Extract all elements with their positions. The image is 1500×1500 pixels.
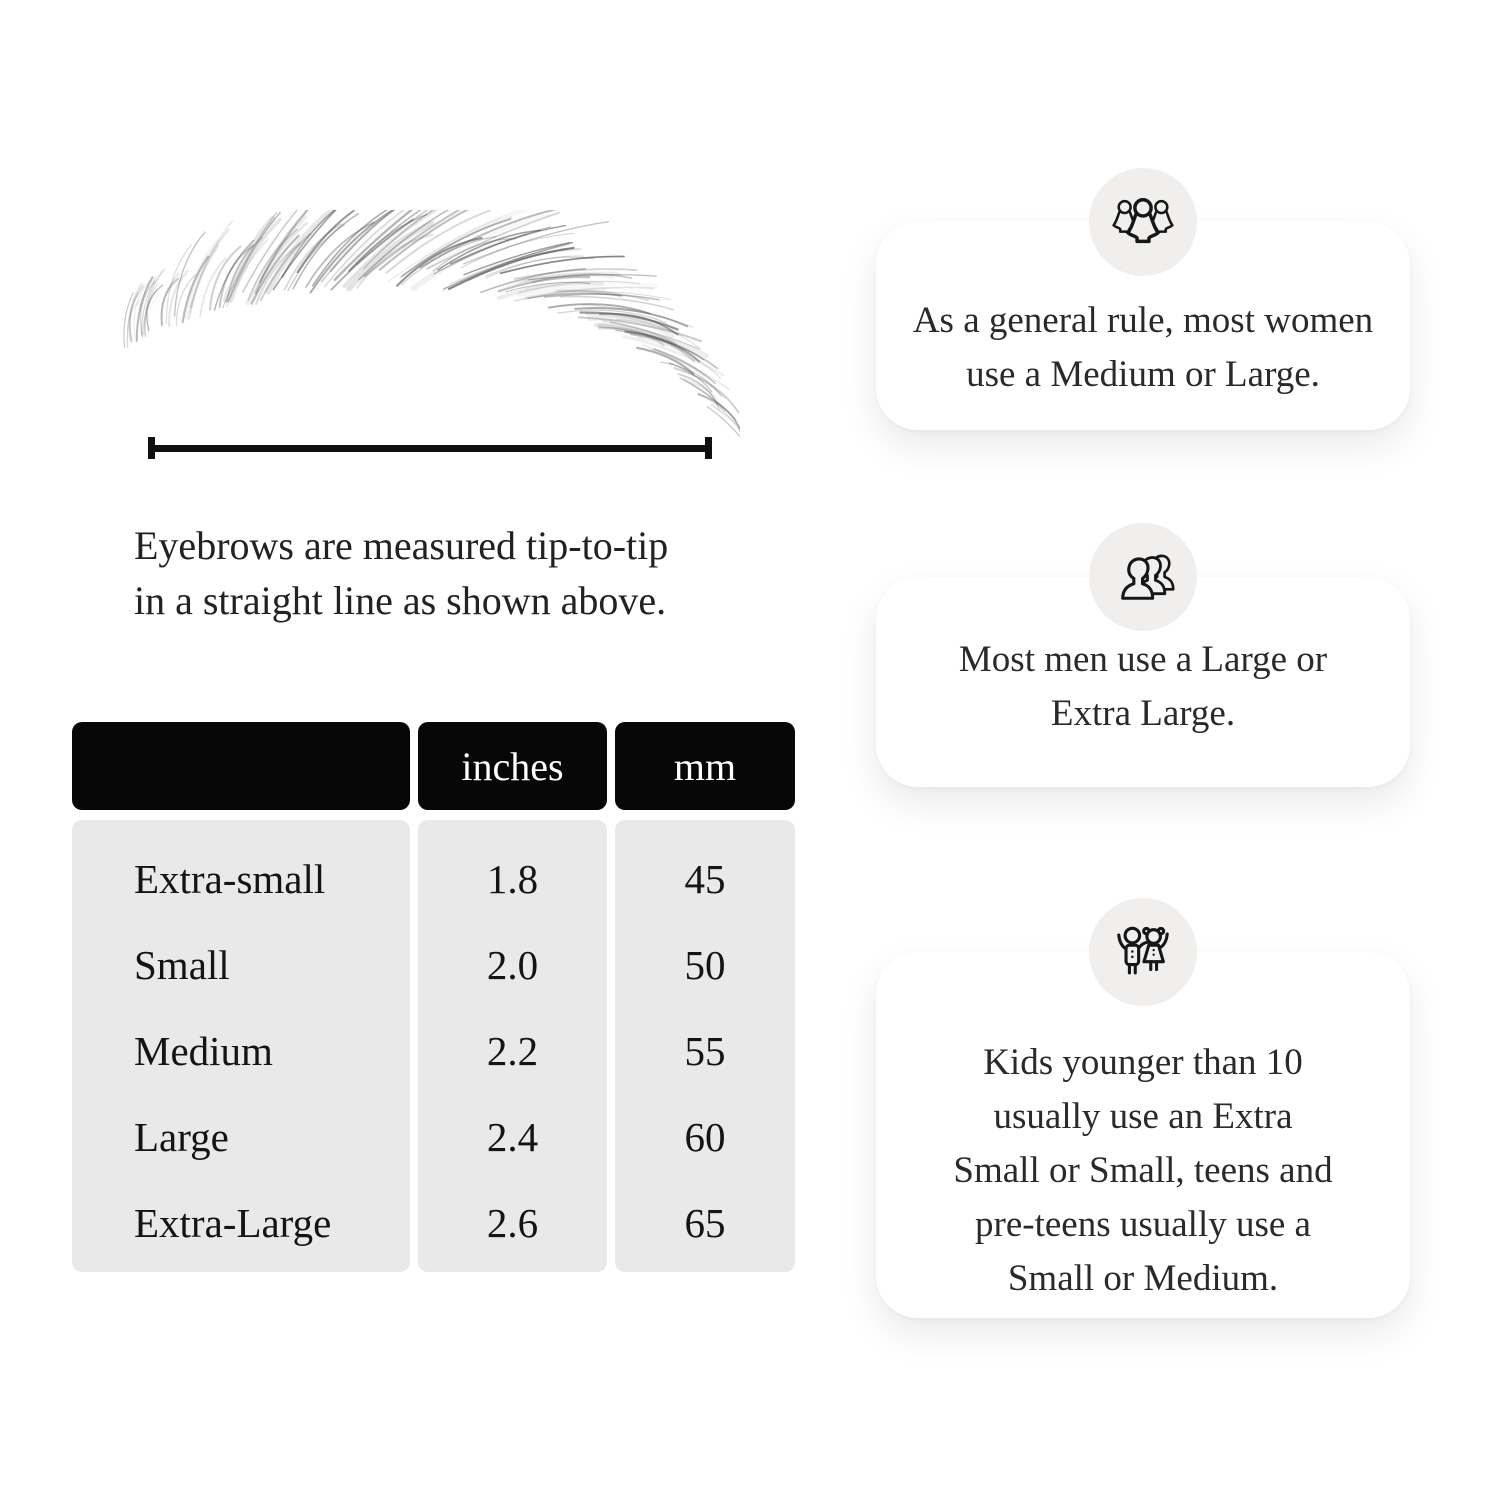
table-header-mm: mm [615,722,795,810]
mm-value: 65 [684,1200,726,1246]
inches-value: 2.6 [486,1200,539,1246]
inches-value: 2.4 [486,1114,539,1160]
mm-value: 45 [684,856,726,902]
card-text-line: Kids younger than 10 [983,1042,1303,1083]
card-text-line: use a Medium or Large. [966,354,1320,395]
caption-line: Eyebrows are measured tip-to-tip [134,523,669,568]
table-header-blank [72,722,410,810]
table-body-labels [72,820,410,1272]
card-text-kids [886,1036,1400,1306]
kids-icon [1110,921,1176,983]
table-body-inches [418,820,607,1272]
table-body-mm [615,820,795,1272]
size-table-column-mm [615,722,795,1272]
inches-value: 2.2 [486,1028,539,1074]
measurement-bar [148,445,712,452]
size-label: Large [134,1114,229,1160]
card-text-women [886,294,1400,402]
size-table-column-labels [72,722,410,1272]
badge-circle [1089,168,1197,276]
measurement-endcap-right [705,437,712,459]
size-label: Small [134,942,230,988]
badge-circle [1089,523,1197,631]
card-text-line: Extra Large. [1050,693,1236,734]
mm-value: 60 [684,1114,726,1160]
inches-value: 1.8 [486,856,539,902]
badge-circle [1089,898,1197,1006]
card-text-line: Small or Small, teens and [953,1150,1333,1191]
size-label: Extra-small [134,856,326,902]
card-text-men [886,633,1400,741]
table-header-inches: inches [418,722,607,810]
size-table-column-inches [418,722,607,1272]
mm-value: 50 [684,942,726,988]
info-card-kids [876,952,1410,1318]
card-text-line: pre-teens usually use a [975,1204,1311,1245]
caption-line: in a straight line as shown above. [134,578,667,623]
size-label: Medium [134,1028,273,1074]
info-card-women [876,222,1410,430]
card-text-line: As a general rule, most women [912,300,1374,341]
card-text-line: usually use an Extra [993,1096,1293,1137]
info-card-men [876,577,1410,787]
card-text-line: Most men use a Large or [958,639,1328,680]
women-group-icon [1110,194,1176,250]
mm-value: 55 [684,1028,726,1074]
inches-value: 2.0 [486,942,539,988]
eyebrow-illustration [100,210,740,440]
measurement-line [148,437,712,459]
size-table [72,722,795,1272]
card-text-line: Small or Medium. [1007,1258,1279,1299]
men-group-icon [1110,549,1176,605]
size-label: Extra-Large [134,1200,332,1246]
measurement-caption [134,518,668,628]
